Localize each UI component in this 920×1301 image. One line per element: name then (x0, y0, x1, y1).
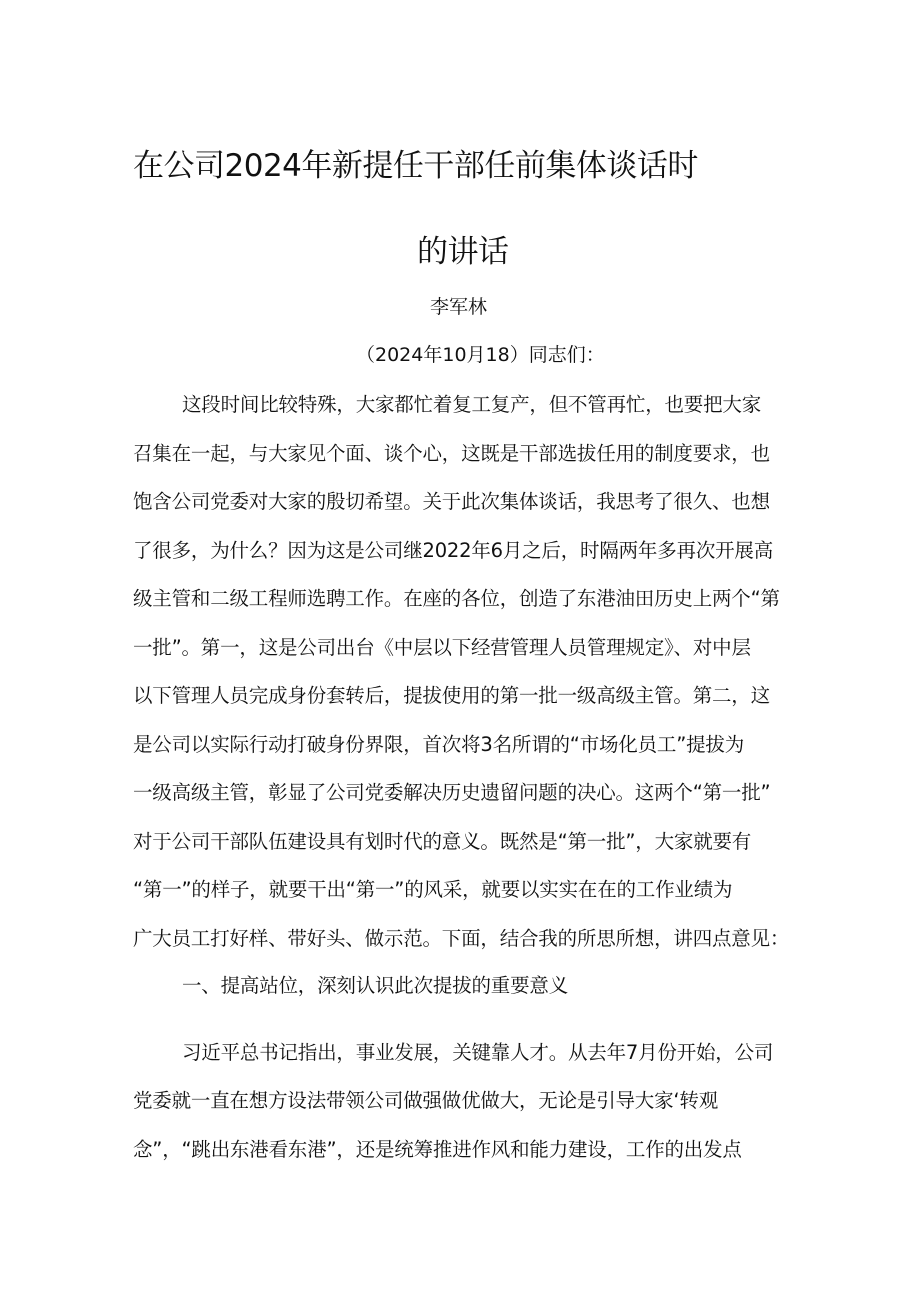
paragraph1-line: 一级高级主管，彰显了公司党委解决历史遗留问题的决心。这两个“第一批” (133, 781, 771, 804)
paragraph1-line: 是公司以实际行动打破身份界限，首次将3名所谓的“市场化员工”提拔为 (133, 733, 745, 756)
paragraph2-line: 党委就一直在想方设法带领公司做强做优做大，无论是引导大家‘转观 (133, 1089, 718, 1112)
paragraph1-line: 级主管和二级工程师选聘工作。在座的各位，创造了东港油田历史上两个“第 (133, 587, 780, 610)
document-title-line1: 在公司2024年新提任干部任前集体谈话时 (133, 148, 698, 184)
author-name: 李军林 (430, 296, 488, 318)
paragraph1-line: 一批”。第一，这是公司出台《中层以下经营管理人员管理规定》、对中层 (133, 636, 751, 659)
paragraph1-line: 召集在一起，与大家见个面、谈个心，这既是干部选拔任用的制度要求，也 (133, 442, 770, 465)
paragraph1-line: 广大员工打好样、带好头、做示范。下面，结合我的所思所想，讲四点意见： (133, 927, 790, 950)
paragraph2-line: 念”，“跳出东港看东港”，还是统筹推进作风和能力建设，工作的出发点 (133, 1138, 742, 1161)
paragraph1-line: 以下管理人员完成身份套转后，提拔使用的第一批一级高级主管。第二，这 (133, 684, 770, 707)
paragraph1-line: “第一”的样子，就要干出“第一”的风采，就要以实实在在的工作业绩为 (133, 878, 733, 901)
document-title-line2: 的讲话 (417, 234, 509, 270)
paragraph2-line: 习近平总书记指出，事业发展，关键靠人才。从去年7月份开始，公司 (182, 1041, 774, 1064)
date-salutation: （2024年10月18）同志们： (356, 344, 605, 366)
section1-heading: 一、提高站位，深刻认识此次提拔的重要意义 (182, 974, 569, 997)
paragraph1-line: 对于公司干部队伍建设具有划时代的意义。既然是“第一批”，大家就要有 (133, 830, 752, 853)
paragraph1-line: 了很多，为什么？因为这是公司继2022年6月之后，时隔两年多再次开展高 (133, 539, 774, 562)
paragraph1-line: 这段时间比较特殊，大家都忙着复工复产，但不管再忙，也要把大家 (182, 393, 762, 416)
paragraph1-line: 饱含公司党委对大家的殷切希望。关于此次集体谈话，我思考了很久、也想 (133, 490, 770, 513)
